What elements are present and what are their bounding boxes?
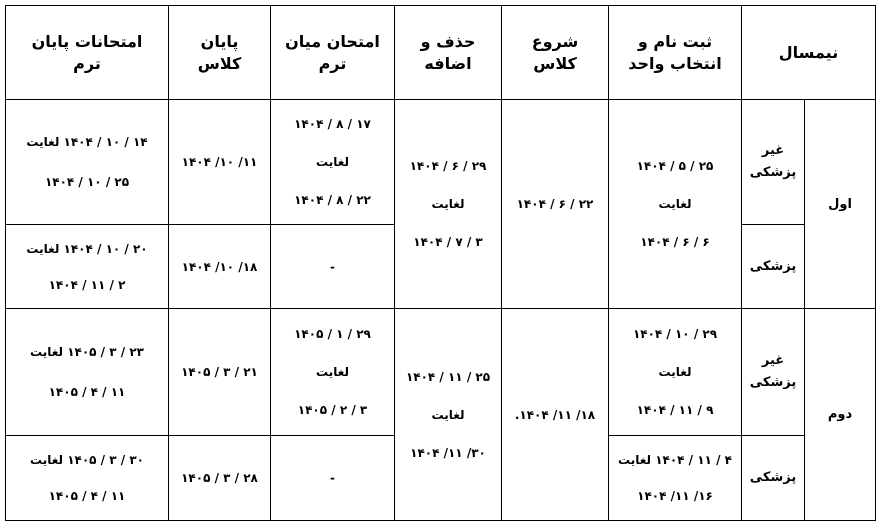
class-start-cell: ۱۸/ ۱۱/ ۱۴۰۴. xyxy=(502,309,609,521)
final-exams-cell: ۳۰ / ۳ / ۱۴۰۵ لغایت ۱۱ / ۴ / ۱۴۰۵ xyxy=(6,436,169,521)
add-drop-cell: ۲۵ / ۱۱ / ۱۴۰۴ لغایت ۳۰/ ۱۱/ ۱۴۰۴ xyxy=(395,309,502,521)
registration-cell: ۴ / ۱۱ / ۱۴۰۴ لغایت ۱۶/ ۱۱/ ۱۴۰۴ xyxy=(609,436,742,521)
table-row xyxy=(6,100,876,225)
category-cell: پزشکی xyxy=(742,436,805,521)
semester-name: دوم xyxy=(805,309,876,521)
final-exams-cell: ۲۳ / ۳ / ۱۴۰۵ لغایت ۱۱ / ۴ / ۱۴۰۵ xyxy=(6,309,169,436)
class-end-cell: ۱۸/ ۱۰/ ۱۴۰۴ xyxy=(169,225,271,309)
registration-cell: ۲۹ / ۱۰ / ۱۴۰۴ لغایت ۹ / ۱۱ / ۱۴۰۴ xyxy=(609,309,742,436)
registration-cell: ۲۵ / ۵ / ۱۴۰۴ لغایت ۶ / ۶ / ۱۴۰۴ xyxy=(609,100,742,309)
class-end-cell: ۲۸ / ۳ / ۱۴۰۵ xyxy=(169,436,271,521)
class-end-cell: ۲۱ / ۳ / ۱۴۰۵ xyxy=(169,309,271,436)
class-end-cell: ۱۱/ ۱۰/ ۱۴۰۴ xyxy=(169,100,271,225)
add-drop-cell: ۲۹ / ۶ / ۱۴۰۴ لغایت ۳ / ۷ / ۱۴۰۴ xyxy=(395,100,502,309)
header-final-exams: امتحانات پایان ترم xyxy=(6,6,169,100)
header-class-start: شروع کلاس xyxy=(502,6,609,100)
midterm-cell: - xyxy=(271,225,395,309)
midterm-cell: ۲۹ / ۱ / ۱۴۰۵ لغایت ۳ / ۲ / ۱۴۰۵ xyxy=(271,309,395,436)
category-cell: غیر پزشکی xyxy=(742,309,805,436)
header-add-drop: حذف و اضافه xyxy=(395,6,502,100)
final-exams-cell: ۲۰ / ۱۰ / ۱۴۰۴ لغایت ۲ / ۱۱ / ۱۴۰۴ xyxy=(6,225,169,309)
academic-calendar-table xyxy=(5,5,876,521)
category-cell: پزشکی xyxy=(742,225,805,309)
table-row xyxy=(6,309,876,436)
header-registration: ثبت نام و انتخاب واحد xyxy=(609,6,742,100)
header-class-end: پایان کلاس xyxy=(169,6,271,100)
category-cell: غیر پزشکی xyxy=(742,100,805,225)
final-exams-cell: ۱۴ / ۱۰ / ۱۴۰۴ لغایت ۲۵ / ۱۰ / ۱۴۰۴ xyxy=(6,100,169,225)
class-start-cell: ۲۲ / ۶ / ۱۴۰۴ xyxy=(502,100,609,309)
semester-name: اول xyxy=(805,100,876,309)
midterm-cell: ۱۷ / ۸ / ۱۴۰۴ لغایت ۲۲ / ۸ / ۱۴۰۴ xyxy=(271,100,395,225)
header-midterm: امتحان میان ترم xyxy=(271,6,395,100)
header-row xyxy=(6,6,876,100)
header-semester: نیمسال xyxy=(742,6,876,100)
midterm-cell: - xyxy=(271,436,395,521)
